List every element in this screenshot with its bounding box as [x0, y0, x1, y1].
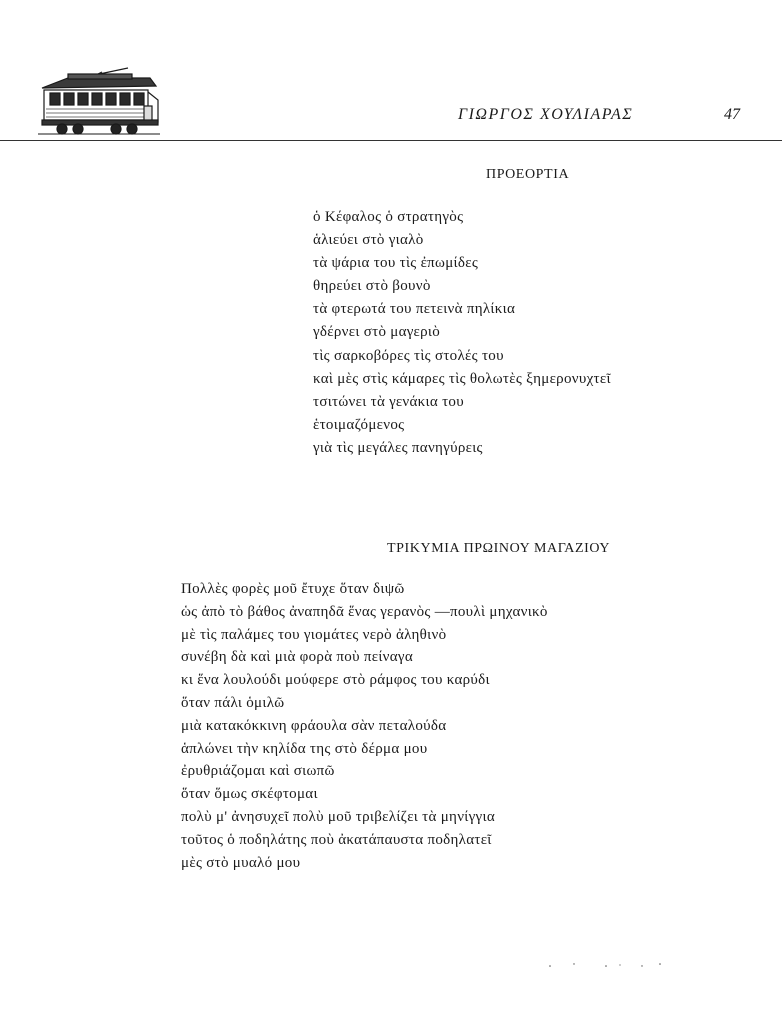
poem-line: κι ἕνα λουλούδι μούφερε στὸ ράμφος του καρύδι [181, 672, 490, 689]
poem-line: ὁ Κέφαλος ὁ στρατηγὸς [313, 209, 464, 225]
poem-line: ἁπλώνει τὴν κηλίδα της στὸ δέρμα μου [181, 740, 428, 757]
poem-line: ἑτοιμαζόμενος [313, 416, 405, 433]
poem-line: μιὰ κατακόκκινη φράουλα σὰν πεταλούδα [181, 717, 447, 734]
poem-body [313, 206, 611, 460]
poem-line: ὅταν πάλι ὁμιλῶ [181, 694, 285, 711]
poem-line: μὲ τὶς παλάμες του γιομάτες νερὸ ἀληθινὸ [181, 626, 447, 643]
tram-car-icon [38, 66, 160, 136]
poem-line: ὡς ἀπὸ τὸ βάθος ἀναπηδᾶ ἕνας γερανὸς —πουλὶ μηχανικὸ [181, 603, 548, 620]
poem-line: γδέρνει στὸ μαγεριὸ [313, 324, 441, 341]
poem-title: ΠΡΟΕΟΡΤΙΑ [486, 167, 570, 182]
poem-line: πολὺ μ' ἀνησυχεῖ πολὺ μοῦ τριβελίζει τὰ μηνίγγια [181, 808, 495, 825]
poem-line: τσιτώνει τὰ γενάκια του [313, 393, 464, 410]
poem-line: συνέβη δὰ καὶ μιὰ φορὰ ποὺ πείναγα [181, 649, 413, 666]
poem-line: γιὰ τὶς μεγάλες πανηγύρεις [313, 439, 483, 456]
header-rule [0, 140, 782, 141]
poem-line: θηρεύει στὸ βουνὸ [313, 278, 431, 295]
running-header-author: ΓΙΩΡΓΟΣ ΧΟΥΛΙΑΡΑΣ [458, 106, 634, 123]
poem-line: ἁλιεύει στὸ γιαλὸ [313, 232, 424, 249]
page-number: 47 [724, 106, 740, 123]
poem-line: τὶς σαρκοβόρες τὶς στολές του [313, 347, 504, 364]
poem-title: ΤΡΙΚΥΜΙΑ ΠΡΩΙΝΟΥ ΜΑΓΑΖΙΟΥ [387, 541, 611, 556]
poem-body [181, 578, 548, 874]
poem-line: τὰ ψάρια του τὶς ἐπωμίδες [313, 255, 479, 272]
poem-line: τοῦτος ὁ ποδηλάτης ποὺ ἀκατάπαυστα ποδηλατεῖ [181, 831, 492, 848]
poem-line: ὅταν ὅμως σκέφτομαι [181, 786, 318, 803]
poem-line: τὰ φτερωτά του πετεινὰ πηλίκια [313, 301, 516, 318]
poem-line: μὲς στὸ μυαλό μου [181, 854, 301, 871]
poem-line: ἐρυθριάζομαι καὶ σιωπῶ [181, 763, 335, 780]
poem-line: Πολλὲς φορὲς μοῦ ἔτυχε ὅταν διψῶ [181, 581, 405, 597]
poem-line: καὶ μὲς στὶς κάμαρες τὶς θολωτὲς ξημερονυχτεῖ [313, 370, 611, 387]
scan-specks [546, 954, 666, 962]
